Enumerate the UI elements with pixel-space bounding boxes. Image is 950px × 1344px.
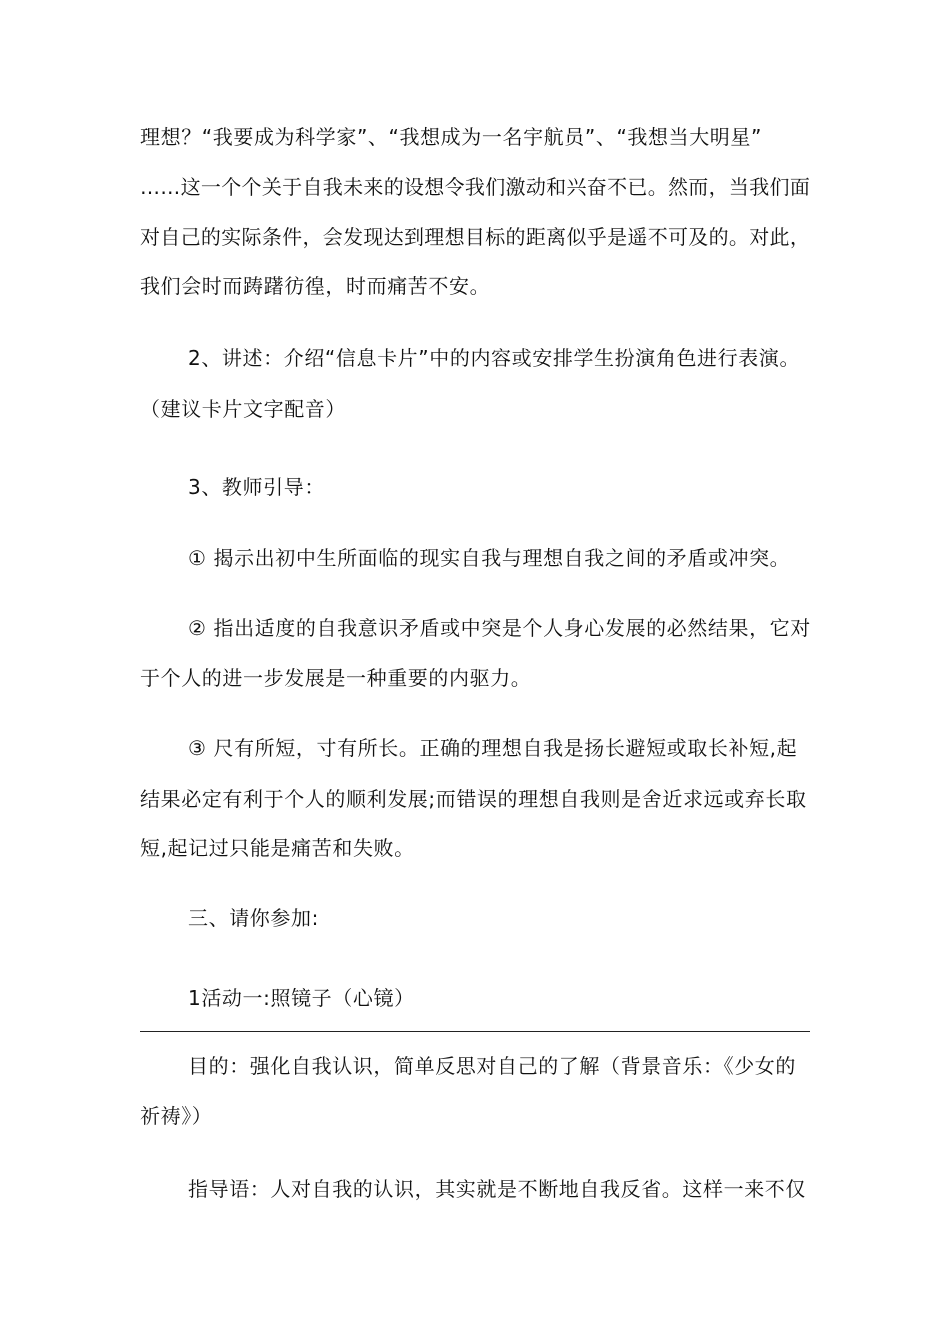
section-heading: 三、请你参加: [188, 906, 319, 930]
paragraph-line: 于个人的进一步发展是一种重要的内驱力。 [140, 666, 532, 690]
paragraph-line: 祈祷》） [140, 1104, 213, 1128]
paragraph-line: 理想？“我要成为科学家”、“我想成为一名宇航员”、“我想当大明星” [140, 125, 762, 149]
horizontal-divider [140, 1031, 810, 1032]
paragraph-line: 对自己的实际条件，会发现达到理想目标的距离似乎是遥不可及的。对此， [140, 225, 811, 249]
paragraph-line: 2、讲述：介绍“信息卡片”中的内容或安排学生扮演角色进行表演。 [188, 346, 801, 370]
list-item: ① 揭示出初中生所面临的现实自我与理想自我之间的矛盾或冲突。 [188, 546, 791, 570]
section-heading: 3、教师引导： [188, 475, 325, 499]
paragraph-line: 目的：强化自我认识，简单反思对自己的了解（背景音乐：《少女的 [188, 1054, 796, 1078]
paragraph-line: 我们会时而踌躇彷徨，时而痛苦不安。 [140, 274, 491, 298]
list-item: ② 指出适度的自我意识矛盾或中突是个人身心发展的必然结果，它对 [188, 616, 811, 640]
paragraph-line: 指导语：人对自我的认识，其实就是不断地自我反省。这样一来不仅 [188, 1177, 806, 1201]
list-item: ③ 尺有所短，寸有所长。正确的理想自我是扬长避短或取长补短,起 [188, 736, 798, 760]
paragraph-line: ……这一个个关于自我未来的设想令我们激动和兴奋不已。然而，当我们面 [140, 175, 811, 199]
paragraph-line: （建议卡片文字配音） [140, 397, 346, 421]
activity-heading: 1活动一:照镜子（心镜） [188, 986, 415, 1010]
paragraph-line: 短,起记过只能是痛苦和失败。 [140, 836, 415, 860]
paragraph-line: 结果必定有利于个人的顺利发展;而错误的理想自我则是舍近求远或弃长取 [140, 787, 807, 811]
